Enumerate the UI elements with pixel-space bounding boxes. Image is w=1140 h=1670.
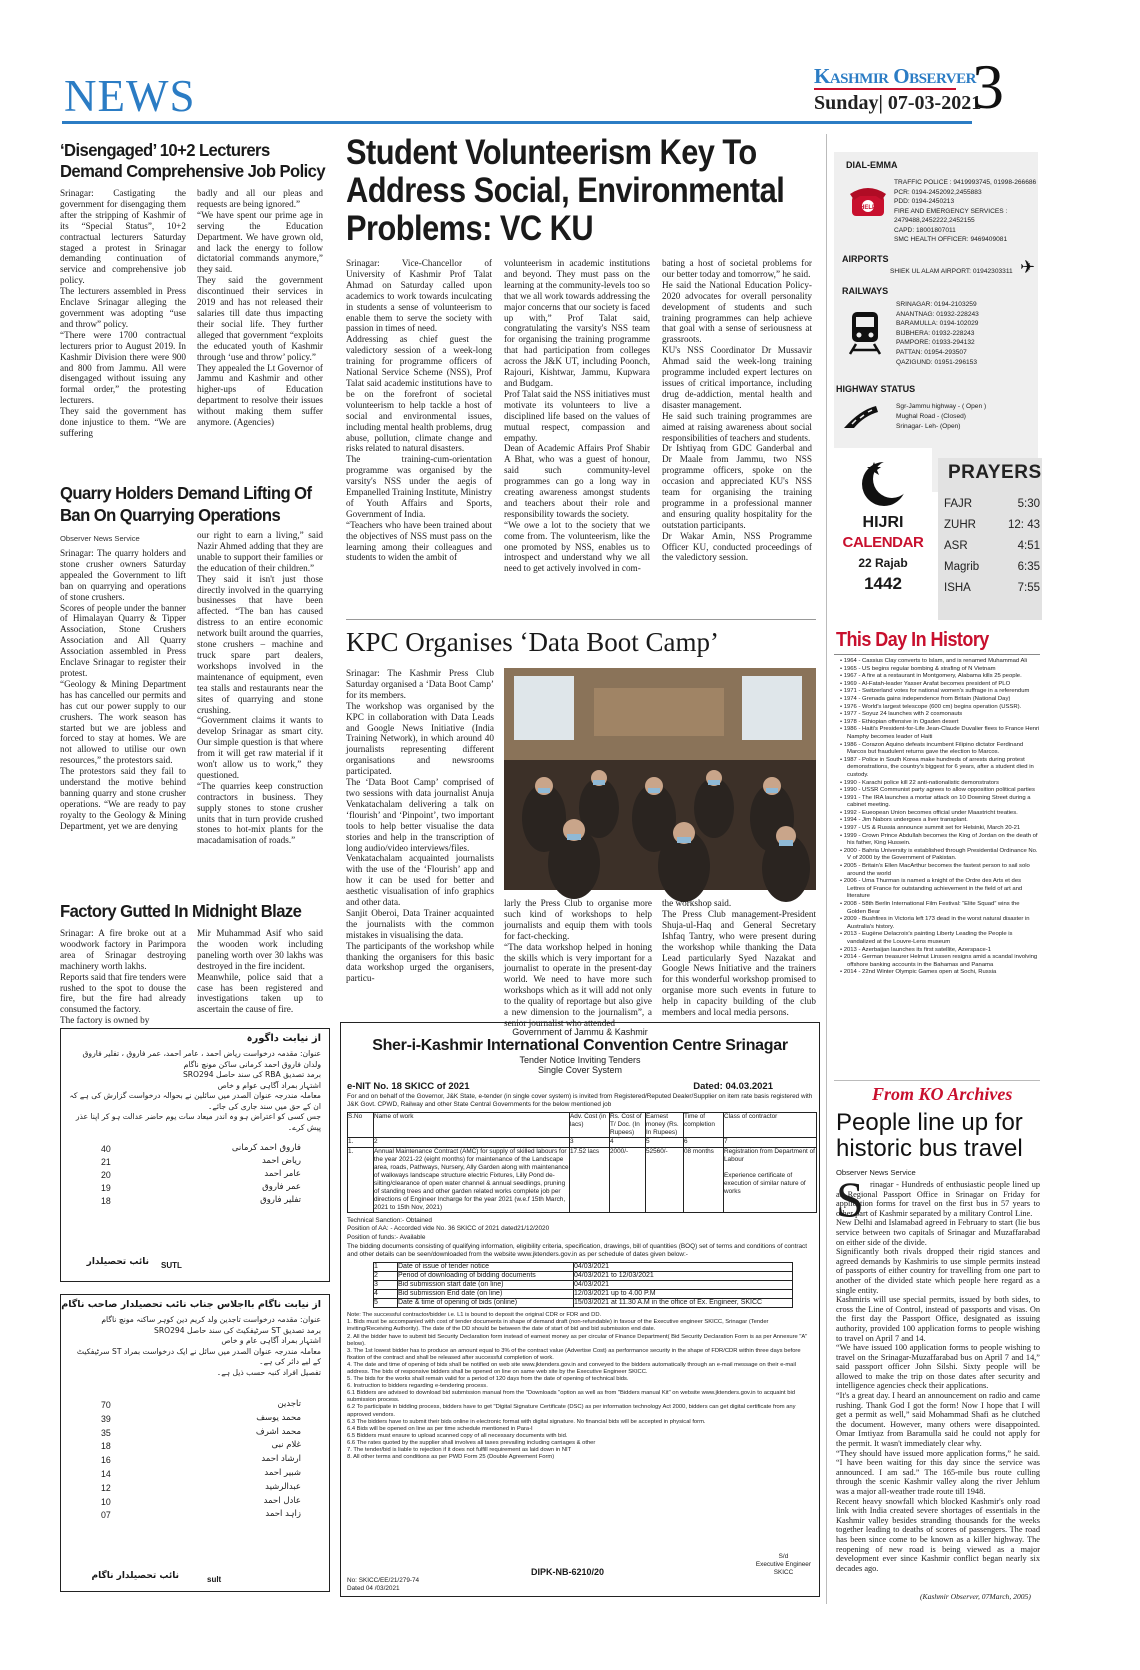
masthead-rule (62, 121, 972, 124)
notice-row (101, 1509, 301, 1523)
num-cell: 6 (684, 1138, 724, 1147)
paper-logo: Kashmir Observer (814, 64, 976, 88)
th-adv-cost: Adv. Cost (in lacs) (570, 1113, 610, 1138)
prayer-row (944, 557, 1040, 578)
headline: KPC Organises ‘Data Boot Camp’ (346, 627, 719, 657)
age: 12 (101, 1482, 111, 1493)
dial-line: CAPD: 18001807011 (894, 226, 956, 234)
history-item: • 1990 - USSR Communist party agrees to allow opposition political parties (840, 787, 1035, 794)
phone-icon (848, 180, 888, 220)
tender-intro: For and on behalf of the Governor, J&K State, e-tender (in single cover system) is invited from Registered/Reputed Dealer/Supplier on item rate basis registered with J&K Govt. CPWD, Railway and other State Central Governments for the below mentioned job (347, 1093, 813, 1109)
road-icon (842, 400, 878, 428)
person: عادل احمد (263, 1495, 301, 1506)
issue-date: Sunday| 07-03-2021 (814, 92, 982, 114)
rail-line: PAMPORE: 01933-294132 (896, 339, 975, 347)
cell-time: 08 months (684, 1147, 724, 1213)
bus-credit: (Kashmir Observer, 07March, 2005) (920, 1592, 1031, 1601)
rail-line: QAZIGUND: 01951-296153 (896, 358, 977, 366)
crescent-icon (858, 456, 910, 508)
dial-line: 2479488,2452222,2452155 (894, 217, 975, 224)
age: 35 (101, 1427, 111, 1438)
notice-row (101, 1399, 301, 1413)
sched-label: Date of issue of tender notice (398, 1262, 574, 1271)
th-class: Class of contractor (724, 1113, 817, 1138)
notice-row (101, 1156, 301, 1169)
history-item: • 2009 - Bushfires in Victoria left 173 dead in the worst natural disaster in Australia's history. (840, 916, 1030, 930)
bus-text: rinagar - Hundreds of enthusiastic people lined up at Regional Passport Office in Srinagar on Friday for application forms for travel on the first bus in 57 years to other part of Kashmir separated by a military Control Line. New Delhi and Islamabad agreed in February to start (lie bus service between two capitals of Srinagar and Muzaffarabad on either side of the divide. Significantly both rivals dropped their rigid stances and agreed demands by Kashmiris to use simple permits instead of passports of either country for travelling from one part to another of the divided state which people here regard as a single entity. Kashmiris will use special permits, issued by both sides, to cross the Line of Control, instead of passports and visas. On the first day the Passport Office, designated as issuing authority, provided 100 application forms to people wishing to travel on April 7 and 14. “We have issued 100 application forms to people wishing to travel on the Srinagar-Muzaffarabad bus on April 7 and 14,” said passport officer John Silshi. Sixty people will be allowed to make the trip on those dates after security and intelligence agencies check their applications. “It's a great day. I heard an announcement on radio and came rushing. Thank God I got the form! Now I hope that I will get a permit as well,” said Mohammad Shafi as he clutched the document. However, many others were disappointed. Omar Imtiyaz from Baramulla said he could not apply for the permit. It wasn't immediately clear why. “They should have issued more application forms,” he said. “I have been waiting for this day since the service was announced. I am sad.” The 165-mile bus route culling through the scenic Kashmir valley along the river Jehlum was a major all-weather trade route till 1948. Recent heavy snowfall which blocked Kashmir's only road link with India created severe shortages of essentials in the Kashmir valley besides stranding thousands for the weeks together leading to deaths of scores of passengers. The road has been since come to be known as a killer highway. The reopening of new road is being viewed as a major development ever since Kashmir conflict began nearly six decades ago. (836, 1180, 1040, 1573)
highway-list (896, 402, 1036, 431)
notice-rows (101, 1143, 301, 1208)
highway-line: Mughal Road - (Closed) (896, 412, 966, 420)
notice-row (101, 1482, 301, 1496)
dial-emma-title: DIAL-EMMA (846, 160, 898, 170)
hijri-day: 22 Rajab (858, 556, 908, 570)
history-item: • 1976 - World's largest telescope (600 cm) begins operation (USSR). (840, 703, 1022, 710)
dial-line: SMC HEALTH OFFICER: 9469409081 (894, 236, 1008, 243)
notice-row (101, 1440, 301, 1454)
person: عامر احمد (264, 1169, 301, 1179)
prayer-time: 6:35 (1017, 561, 1040, 573)
prayer-list (944, 494, 1040, 599)
history-item: • 2008 - 58th Berlin International Film Festival: “Elite Squad” wins the Golden Bear (840, 901, 1020, 915)
airports-title: AIRPORTS (842, 254, 889, 264)
prayer-row (944, 494, 1040, 515)
bus-byline: Observer News Service (836, 1168, 916, 1177)
history-title: This Day In History (836, 629, 989, 651)
person: عمر فاروق (262, 1182, 301, 1192)
article-quarry (60, 482, 330, 882)
prayer-name: ISHA (944, 582, 971, 594)
highway-line: Sgr-Jammu highway - ( Open ) (896, 403, 987, 410)
prayers-box (938, 458, 1042, 620)
age: 39 (101, 1413, 111, 1424)
age: 70 (101, 1400, 111, 1410)
prayer-time: 4:51 (1017, 540, 1040, 552)
age: 19 (101, 1183, 111, 1193)
sched-no: 5 (374, 1299, 398, 1308)
history-item: • 2000 - Bahria University is established through Presidential Ordinance No. V of 2000 by the Government of Pakistan. (840, 847, 1038, 862)
bus-dropcap: S (836, 1171, 864, 1227)
notice-code: SUTL (161, 1261, 182, 1270)
railways-title: RAILWAYS (842, 286, 889, 296)
prayer-name: FAJR (944, 498, 973, 510)
history-item: • 1986 - Corazon Aquino defeats incumbent Filipino dictator Ferdinand Marcos but fraudulent returns gave the election to Marcos. (840, 741, 1024, 756)
prayer-time: 12: 43 (1008, 519, 1040, 531)
sched-value: 04/03/2021 (574, 1262, 793, 1271)
rail-line: BARAMULLA: 0194-102029 (896, 320, 979, 328)
history-item: • 2013 - Azerbaijan launches its first satellite, Azerspace-1 (840, 946, 992, 953)
article-lecturers (60, 140, 330, 460)
prayer-time: 5:30 (1017, 498, 1040, 510)
rail-line: SRINAGAR: 0194-2103259 (896, 301, 977, 308)
notice-row (101, 1427, 301, 1441)
age: 16 (101, 1455, 111, 1466)
prayer-time: 7:55 (1017, 582, 1040, 594)
age: 21 (101, 1157, 111, 1167)
airplane-icon: ✈ (1020, 257, 1036, 277)
person: ریاض احمد (261, 1156, 301, 1166)
age: 07 (101, 1510, 111, 1521)
history-item: • 2006 - Uma Thurman is named a knight of the Ordre des Arts et des Lettres of France for outstanding achievement in the field of art and literature (840, 878, 1023, 900)
history-item: • 2014 - German treasurer Helmut Linssen resigns amid a scandal involving offshore banking accounts in the Bahamas and Panama (840, 954, 1038, 968)
archives-label: From KO Archives (872, 1084, 1013, 1104)
headline: Quarry Holders Demand Lifting Of Ban On Quarrying Operations (60, 483, 312, 525)
highway-title: HIGHWAY STATUS (836, 384, 916, 394)
th-work: Name of work (374, 1113, 570, 1138)
dial-emma-list (894, 178, 1040, 245)
age: 14 (101, 1468, 111, 1479)
notice-row (101, 1169, 301, 1182)
urdu-notice-1 (60, 1028, 330, 1282)
kpc-rule (346, 619, 816, 620)
archives-divider (834, 1080, 1040, 1081)
history-item: • 1978 - Ethiopian offensive in Ogaden desert (840, 718, 959, 725)
person: محمد یوسف (256, 1412, 301, 1423)
prayer-name: Magrib (944, 561, 980, 573)
tender-nit-row (347, 1081, 813, 1092)
notice-row (101, 1454, 301, 1468)
age: 18 (101, 1196, 111, 1206)
th-sno: S.No (348, 1113, 374, 1138)
article-kpc (346, 626, 816, 1028)
hijri-l2: CALENDAR (842, 534, 924, 551)
person: شبیر احمد (264, 1467, 301, 1478)
logo-underline (814, 88, 956, 90)
headline: Student Volunteerism Key To Address Social, Environmental Problems: VC KU (346, 133, 785, 248)
byline: Observer News Service (60, 534, 140, 543)
urdu-notice-2 (60, 1294, 330, 1592)
railways-list (896, 300, 1036, 367)
tender-notice (340, 1022, 820, 1597)
history-item: • 1987 - Police in South Korea make hundreds of arrests during protest demonstrations, the country's biggest for 6 years, after a student died in custody. (840, 756, 1034, 778)
article-factory (60, 900, 330, 1026)
notice-body: عنوان: مقدمہ درخواست تاجدین ولد کریم دین کوہر ساکنہ مونچ ناگام برمد تصدیق ST سرٹیفکیٹ کی سند حاصل SRO294 اشتہار بمراد آگاہی عام و خاص معاملہ مندرجہ عنوان الصدر میں سائل نے ایک درخواست بمراد ST سرٹیفکیٹ کے لیے دائر کی ہے۔ تفصیل افراد کنبہ حسب ذیل ہے۔ (76, 1315, 321, 1377)
history-item: • 1997 - US & Russia announce summit set for Helsinki, March 20-21 (840, 825, 1021, 832)
rail-line: BIJBHERA: 01932-228243 (896, 329, 975, 337)
history-item: • 1991 - The IRA launches a mortar attack on 10 Downing Street during a cabinet meeting. (840, 794, 1031, 809)
tender-gov: Government of Jammu & Kashmir (512, 1027, 648, 1037)
num-cell: 7 (724, 1138, 817, 1147)
hijri-box (834, 448, 932, 626)
person: تاجدین (277, 1399, 301, 1409)
page-number: 3 (972, 51, 1004, 122)
notice-row (101, 1496, 301, 1510)
history-item: • 2014 - 22nd Winter Olympic Games open at Sochi, Russia (840, 969, 997, 976)
history-item: • 1990 - Karachi police kill 22 anti-nationalistic demonstrators (840, 779, 999, 786)
cell-sno: 1. (348, 1147, 374, 1213)
tender-signoff: S/d Executive Engineer SKICC (755, 1553, 811, 1577)
th-doc-cost: Rs. Cost of T/ Doc. (In Rupees) (610, 1113, 646, 1138)
sched-no: 4 (374, 1290, 398, 1299)
age: 20 (101, 1170, 111, 1180)
tender-dipk: DIPK-NB-6210/20 (531, 1567, 605, 1577)
person: تفلیر فاروق (260, 1195, 301, 1205)
cell-class: Registration from Department of Labour Experience certificate of execution of similar nature of works (724, 1147, 817, 1213)
tender-no: No: SKICC/EE/21/279-74 Dated 04 /03/2021 (347, 1577, 420, 1593)
headline: ‘Disengaged’ 10+2 Lecturers Demand Comprehensive Job Policy (60, 140, 326, 181)
prayer-name: ASR (944, 540, 968, 552)
column-3: bating a host of societal problems for our better today and tomorrow,” he said. He said the National Education Policy-2020 advocates for overall personality development of students and such training programmes can help achieve that goal with a sense of seriousness at grassroots. KU's NSS Coordinator Dr Mussavir Ahmad said the week-long training programme included expert lectures on issues of critical importance, including drug de-addiction, mental health and disaster management. He said such training programmes are aimed at raising awareness about social responsibilities of teachers and students. Dr Ishtiyaq from GDC Ganderbal and Dr Maale from Jammu, two NSS programme officers, spoke on the occasion and appreciated KU's NSS team for organising the training programme in a professional manner and ensuring quality hospitality for the outstation participants. Dr Wakar Amin, NSS Programme Officer KU, conducted proceedings of the valedictory session. (662, 258, 812, 563)
workshop-photo (504, 668, 816, 890)
num-cell: 2 (374, 1138, 570, 1147)
tender-table (347, 1112, 817, 1213)
cell-work: Annual Maintenance Contract (AMC) for supply of skilled labours for the year 2021-22 (eight months) for maintenance of the Landscape area, roads, Pathways, Nursery, Ally Garden along with maintenance of walkways landscape structure electric Fixtures, Lilly Pond de-silting/clearance of open water channel & annual seedlings, pruning of standing trees and other garden related works complete job per directions of Engineer Incharge for the year 2021 (w.e.f 15th March, 2021 to 15th Nov, 2021) (374, 1147, 569, 1212)
column-1: Srinagar: Castigating the government for disengaging them after the stripping of Kashmir of its “Special Status”, 10+2 contractual lecturers Saturday staged a protest in Srinagar demanding continuation of service and comprehensive job policy. The lecturers assembled in Press Enclave Srinagar alleging the government was adopting “use and throw” policy. “There were 1700 contractual lecturers prior to August 2019. In Kashmir Division there were 900 and 800 from Jammu. All were disengaged without issuing any formal order,” the protesting lecturers. They said the government has done injustice to them. “We are suffering (60, 188, 186, 438)
cell-earnest: 52560/- (646, 1147, 684, 1213)
history-item: • 1965 - US begins regular bombing & strafing of N Vietnam (840, 665, 996, 672)
tender-subtitle-2: Single Cover System (537, 1065, 623, 1075)
column-1: Srinagar: The Kashmir Press Club Saturday organised a ‘Data Boot Camp’ for its members. The workshop was organised by the KPC in collaboration with Data Leads and Google News Initiative (India Training Network), in which around 40 journalists representing different organisations and newsrooms participated. The ‘Data Boot Camp’ comprised of two sessions with data journalist Anuja Venkatachalam delivering a talk on ‘flourish’ and ‘Pinpoint’, two important tools to help better visualise the data stories and help in the transcription of long audio/video interviews/files. Venkatachalam acquainted journalists with the use of the ‘Flourish’ app and how it can be used for better and aesthetic visualisation of info graphics and other data. Sanjit Oberoi, Data Trainer acquainted the journalists with the common mistakes in visualising the data. The participants of the workshop while thanking the organisers for this basic data workshop urged the organisers, particu- (346, 668, 494, 984)
history-item: • 1971 - Switzerland votes for national women's suffrage in a referendum (840, 688, 1030, 695)
highway-line: Srinagar- Leh- (Open) (896, 422, 961, 430)
notice-row (101, 1182, 301, 1195)
sched-value: 04/03/2021 to 12/03/2021 (574, 1271, 793, 1280)
tender-docs-note: The bidding documents consisting of qualifying information, eligibility criteria, specification, drawings, bill of quantities (BOQ) set of terms and conditions of contract and other details can be seen/downloaded from the website www.jktenders.gov.in as per schedule of dates given below:- (347, 1242, 807, 1258)
svg-text:HELP: HELP (859, 205, 877, 211)
column-1: Srinagar: A fire broke out at a woodwork factory in Parimpora area of Srinagar destroying machinery worth lakhs. Reports said that fire tenders were rushed to the spot to douse the fire, but the fire had already consumed the factory. The factory is owned by (60, 928, 186, 1026)
person: ارشاد احمد (261, 1454, 301, 1465)
notice-sign: نائب تحصیلدار ناگام (91, 1571, 179, 1581)
hijri-year: 1442 (864, 574, 902, 593)
age: 10 (101, 1496, 111, 1507)
cell-doc-cost: 2000/- (610, 1147, 646, 1213)
sched-no: 3 (374, 1280, 398, 1289)
column-1: Srinagar: The quarry holders and stone crusher owners Saturday appealed the Government to lift ban on quarrying and operations of stone crushers. Scores of people under the banner of Himalayan Quarry & Tipper Association, Stone Crushers Association and All Quarry Association assembled in Press Enclave Srinagar to register their protest. “Geology & Mining Department has has cancelled our permits and has cut our power supply to our crushers. The work season has started but we are jobless and forced to stay at homes. We are not allowed to utilise our own resources,” the protestors said. The protestors said they fail to understand the motive behind banning quarry and stone crusher operations. “We are ready to pay royalty to the Geology & Mining Department, yet we are denying (60, 548, 186, 831)
tender-notes: Note: The successful contractor/bidder i.e. L1 is bound to deposit the original CDR or FDR and DD. 1. Bids must be accompanied with cost of tender documents in shape of demand draft (non-refundable) in favour of the Executive engineer SKICC, Srinagar (Tender inviting/Receiving Authority). The date of the DD should be between the date of start of bid and bid submission end date. 2. All the bidder have to submit bid Security Declaration form instead of earnest money as per circular of Finance Department( Bid Security Declaration Form is as per Annexure "A" below). 3. The 1st lowest bidder has to produce an amount equal to 3% of the contract value (Advertise Cost) as performance security in the shape of FDR/CDR within three days before fixation of the contract and shall be released after successful completion of work. 4. The date and time of opening of bids shall be notified on web site www.jktenders.gov.in and conveyed to the bidders automatically through an e-mail message on their e-mail address. The bids of responsive bidders shall be opened on line on same web site by the Executive Engineer SKICC. 5. The bids for the works shall remain valid for a period of 120 days from the date of opening of technical bids. 6. Instruction to bidders regarding e-tendering process. 6.1 Bidders are advised to download bid submission manual from the "Downloads "option as well as from "Bidders manual Kit" on website www.jktenders.gov.in to acquaint bid submission process. 6.2 To participate in bidding process, bidders have to get "Digital Signature Certificate (DSC) as per information technology Act 2000, bidders can get digital certificate from any approved vendors. 6.3 The bidders have to submit their bids online in electronic format with digital signature. No financial bids will be accepted in physical form. 6.4 Bids will be opened on line as per time schedule mentioned in Para-I 6.5 Bidders must ensure to upload scanned copy of all necessary documents with bid. 6.6 The rates quoted by the supplier shall involves all taxes prevailing including carriages & other 7. The tender/bid is liable to rejection if it does not fulfill requirement as laid down in NIT 8. All other terms and conditions as per PWD Form 25 (Double Agreement Form) (347, 1312, 808, 1461)
history-item: • 1969 - Al-Fatah-leader Yasser Arafat becomes president of PLO (840, 680, 1011, 687)
history-item: • 1964 - Cassius Clay converts to Islam, and is renamed Muhammad Ali (840, 658, 1028, 664)
rail-line: PATTAN: 01954-293507 (896, 348, 967, 356)
notice-title: از نیابت داگورہ (246, 1033, 321, 1044)
rail-line: ANANTNAG: 01932-228243 (896, 310, 979, 318)
tender-subtitle-1: Tender Notice Inviting Tenders (519, 1055, 641, 1065)
dial-line: TRAFFIC POLICE : 9419993745, 01998-266686 (894, 179, 1037, 186)
sched-no: 1 (374, 1262, 398, 1271)
person: محمد اشرف (255, 1426, 301, 1437)
sched-no: 2 (374, 1271, 398, 1280)
history-item: • 1999 - Crown Prince Abdullah becomes the King of Jordan on the death of his father, King Hussein. (840, 832, 1038, 847)
dial-line: PCR: 0194-2452092,2455883 (894, 188, 982, 196)
column-divider (826, 134, 827, 1604)
history-item: • 1986 - Haiti's President-for-Life Jean-Claude Duvalier flees to France Henri Namphy becomes leader of Haiti (840, 726, 1040, 740)
th-time: Time of completion (684, 1113, 724, 1138)
sched-label: Bid submission start date (on line) (398, 1280, 574, 1289)
prayers-title: PRAYERS (948, 462, 1042, 483)
airports-line: SHIEK UL ALAM AIRPORT: 01942303311 (890, 268, 1013, 275)
column-2: Mir Muhammad Asif who said the wooden work including paneling worth over 30 lakhs was destroyed in the fire incident. Meanwhile, police said that a case has been registered and investigations taken up to ascertain the cause of fire. (197, 928, 323, 1015)
bus-headline: People line up for historic bus travel (836, 1109, 1023, 1162)
num-cell: 5 (646, 1138, 684, 1147)
person: عبدالرشید (265, 1481, 301, 1492)
column-2: our right to earn a living,” said Nazir Ahmed adding that they are unable to support their families or the education of their children.” They said it isn't just those directly involved in the quarrying businesses that have been affected. “The ban has caused distress to an entire economic network built around the quarries, stone crushers – machine and truck spare part dealers, workshops involved in the maintenance of equipment, even tea stalls and restaurants near the sites of quarrying and stone crushing. “Government claims it wants to develop Srinagar as smart city. Our simple question is that where from it will get raw material if it won't allow us to work,” they questioned. “The quarries keep construction contractors in business. They supply stones to stone crusher units that in turn provide crushed stones to hot-mix plants for the macadamisation of roads.” (197, 530, 323, 846)
history-item: • 1977 - Soyuz 24 launches with 2 cosmonauts (840, 711, 963, 718)
notice-sign: نائب تحصیلدار (86, 1257, 149, 1267)
prayer-row (944, 578, 1040, 599)
num-cell: 3 (570, 1138, 610, 1147)
notice-code: sult (207, 1575, 222, 1584)
headline: Factory Gutted In Midnight Blaze (60, 901, 302, 921)
tender-dated: Dated: 04.03.2021 (693, 1081, 773, 1092)
history-item: • 2013 - Eugène Delacroix's painting Liberty Leading the People is vandalized at the Louvre-Lens museum (840, 931, 1013, 945)
sched-value: 15/03/2021 at 11.30 A.M in the office of Ex. Engineer, SKICC (574, 1299, 793, 1308)
column-2: larly the Press Club to organise more such kind of workshops to help journalists and equip them with tools for fact-checking. “The data workshop helped in honing the skills which is very important for a journalist to operate in the present-day world. We need to have more such workshops which as it will add not only to the quality of reportage but also give a new dimension to the journalism”, a senior journalist who attended (504, 898, 652, 1028)
num-cell: 4 (610, 1138, 646, 1147)
sched-label: Date & time of opening of bids (online) (398, 1299, 574, 1308)
hijri-l1: HIJRI (862, 514, 904, 531)
notice-row (101, 1195, 301, 1208)
tender-sanction: Technical Sanction:- Obtained Position of AA: - Accorded vide No. 36 SKICC of 2021 dated21/12/2020 Position of funds:- Available (347, 1217, 550, 1241)
sched-value: 12/03/2021 up to 4.00 P.M (574, 1290, 793, 1299)
notice-title: از نیابت ناگام بااجلاس جناب نائب تحصیلدار صاحب ناگام (61, 1299, 321, 1310)
article-volunteerism (346, 134, 816, 614)
column-2: badly and all our pleas and requests are being ignored.” “We have spent our prime age in serving the Education Department. We have grown old, and lack the energy to follow dictatorial commands anymore,” they said. They said the government discontinued their services in 2019 and has not released their salaries till date thus impacting their social life. They further alleged that government “exploits the educated youth of Kashmir through ‘use and throw’ policy.” They appealed the Lt Governor of Jammu and Kashmir and other higher-ups of Education department to resolve their issues without making them suffer anymore. (Agencies) (197, 188, 323, 428)
history-item: • 1992 - Eueopean Union becomes official under Maastricht treaties. (840, 809, 1018, 816)
column-1: Srinagar: Vice-Chancellor of University of Kashmir Prof Talat Ahmad on Saturday called upon academics to work towards inculcating in students a sense of volunteerism to enable them to serve the society with passion in times of need. Addressing as chief guest the valedictory session of a week-long training for programme officers of National Service Scheme (NSS), Prof Talat said academic institutions have to be on the forefront of societal volunteerism to help tackle a host of social and environmental issues, including mental health problems, drug abuse, pollution, climate change and risks related to natural disasters. The training-cum-orientation programme was organised by the varsity's NSS under the aegis of Empanelled Training Institute, Ministry of Youth Affairs and Sports, Government of India. “Teachers who have been trained about the objectives of NSS must pass on the learning among their colleagues and students to widen the ambit of (346, 258, 492, 563)
person: غلام نبی (271, 1440, 301, 1451)
history-rule (834, 654, 1040, 655)
notice-row (101, 1468, 301, 1482)
history-item: • 1967 - A fire at a restaurant in Montgomery, Alabama kills 25 people. (840, 673, 1022, 680)
person: فاروق احمد کرمانی (231, 1143, 301, 1153)
notice-rows (101, 1399, 301, 1523)
history-item: • 1974 - Grenada gains independence from Britain (National Day) (840, 695, 1011, 702)
age: 40 (101, 1144, 111, 1154)
sched-label: Bid submission End date (on line) (398, 1290, 574, 1299)
age: 18 (101, 1441, 111, 1452)
sched-value: 04/03/2021 (574, 1280, 793, 1289)
history-item: • 2005 - Britain's Ellen MacArthur becomes the fastest person to sail solo around the world (840, 863, 1030, 877)
tender-nit: e-NIT No. 18 SKICC of 2021 (347, 1081, 470, 1092)
column-2: volunteerism in academic institutions and beyond. They must pass on the learning at the community-levels too so that we all work towards addressing the major concerns that our society is faced up with,” Prof Talat said, congratulating the varsity's NSS team for organising the training programme that had participation from colleges across the J&K UT, including Poonch, Rajouri, Kishtwar, Jammu, Kupwara and Budgam. Prof Talat said the NSS initiatives must motivate its volunteers to live a disciplined life based on the values of mutual respect, compassion and empathy. Dean of Academic Affairs Prof Shabir A Bhat, who was a guest of honour, said such community-level programmes can go a long way in creating awareness amongst students and teachers about their role and responsibility towards the society. “We owe a lot to the society that we come from. The volunteerism, like the one promoted by NSS, enables us to introspect and understand why we all need to get actively involved in com- (504, 258, 650, 574)
cell-adv-cost: 17.52 lacs (570, 1147, 610, 1213)
dial-line: FIRE AND EMERGENCY SERVICES : (894, 207, 1008, 215)
notice-row (101, 1143, 301, 1156)
history-item: • 1994 - Jim Nabors undergoes a liver transplant. (840, 817, 968, 824)
section-title: NEWS (64, 71, 196, 121)
notice-body: عنوان: مقدمہ درخواست ریاض احمد ، عامر احمد، عمر فاروق ، تفلیر فاروق ولدان فاروق احمد کرمانی ساکن مونچ ناگام برمد تصدیق RBA کی سند حاصل SRO294 اشتہار بمراد آگاہی عوام و خاص معاملہ مندرجہ عنوان الصدر میں سائلین نے بحوالہ درخواست گزارش کی ہے کہ ان کے حق میں سند جاری کی جائے۔ جس کسی کو اعتراض ہو وہ اندر میعاد سات یوم حاضر عدالت ہو کر اپنا عذر پیش کرے۔ (69, 1049, 321, 1132)
notice-row (101, 1413, 301, 1427)
prayer-row (944, 536, 1040, 557)
prayer-row (944, 515, 1040, 536)
column-3: the workshop said. The Press Club management-President Shuja-ul-Haq and General Secretary Ishfaq Tantry, who were present during the workshop while thanking the Data Lead particularly Syed Nazakat and Google News Initiative and the trainers for this wonderful workshop promised to organise more such events in future to help in capacity building of the club members and local media persons. (662, 898, 816, 1018)
history-list (840, 658, 1040, 1078)
prayer-name: ZUHR (944, 519, 976, 531)
schedule-table (373, 1262, 793, 1308)
num-cell: 1. (348, 1138, 374, 1147)
train-icon (848, 310, 882, 354)
dial-line: PDD: 0194-2450213 (894, 198, 955, 205)
th-earnest: Earnest money (Rs. In Rupees) (646, 1113, 684, 1138)
tender-org: Sher-i-Kashmir International Convention Centre Srinagar (372, 1037, 788, 1054)
person: زاہد احمد (265, 1509, 301, 1520)
sched-label: Period of downloading of bidding documents (398, 1271, 574, 1280)
